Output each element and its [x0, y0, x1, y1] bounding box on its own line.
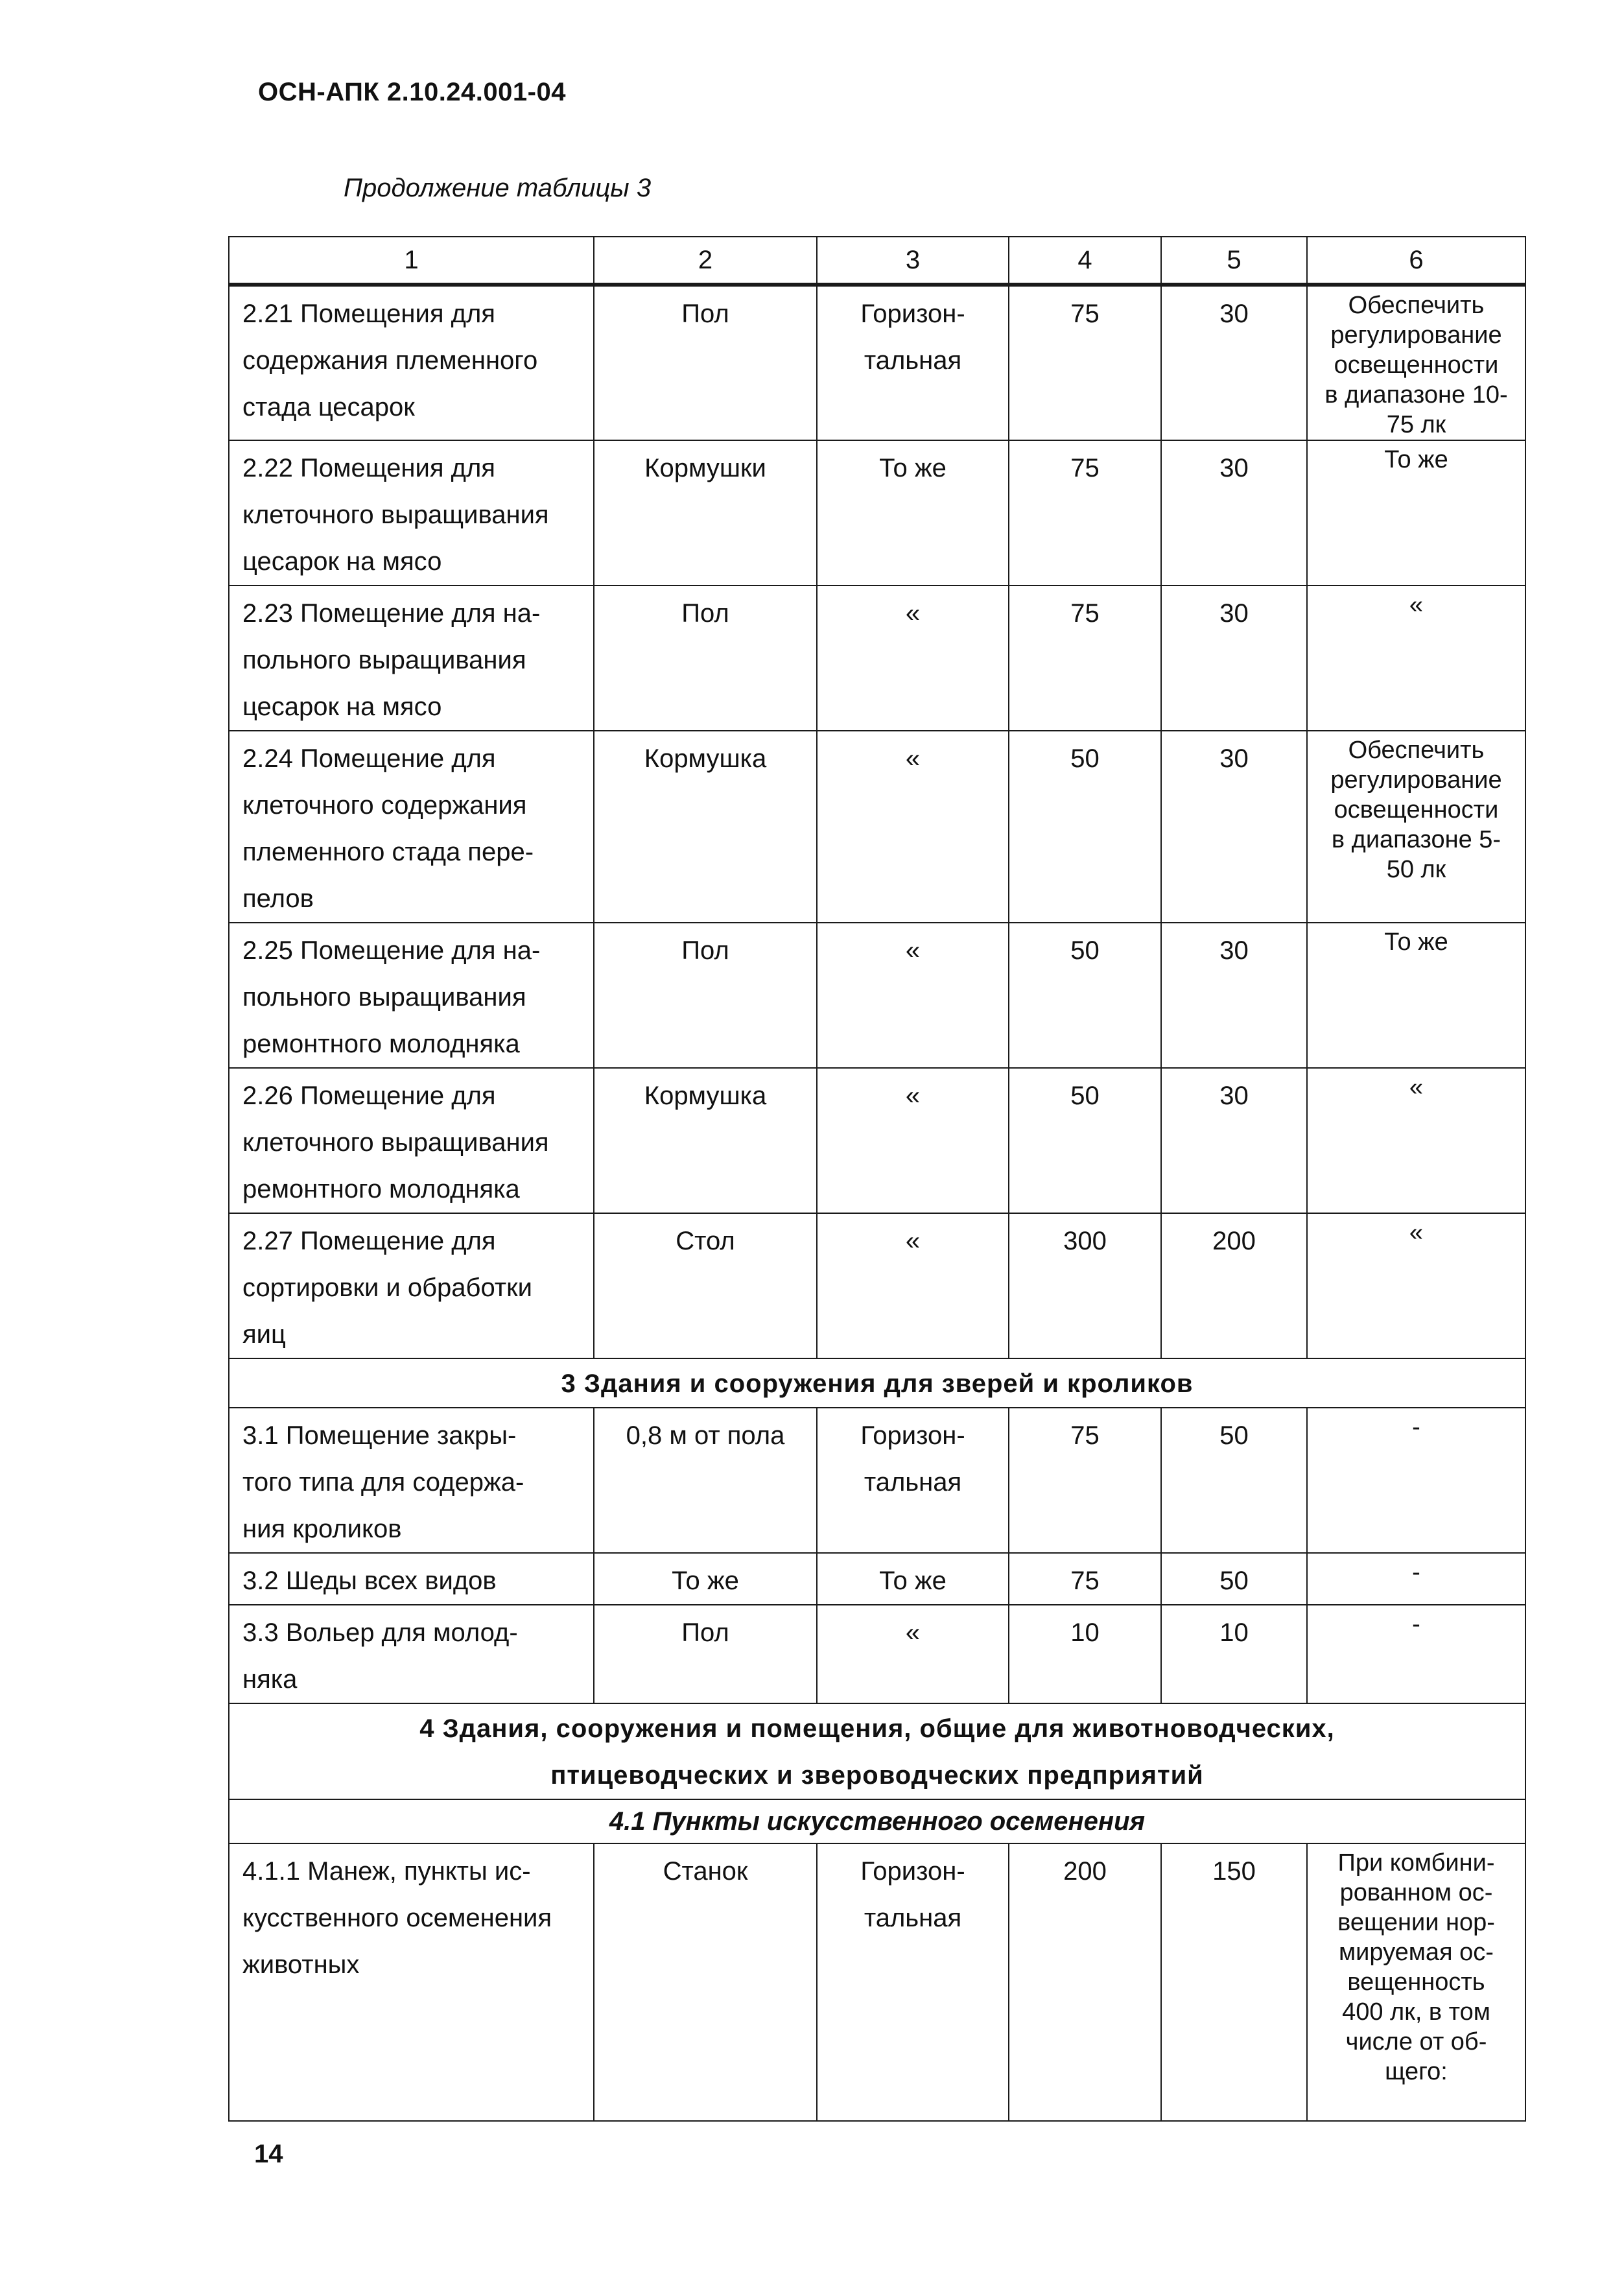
table-row	[229, 1213, 1525, 1358]
note-cell	[1307, 440, 1525, 586]
note-line: Обеспечить	[1348, 737, 1485, 764]
note-line: «	[1409, 1219, 1424, 1246]
subsection-heading: 4.1 Пункты искусственного осеменения	[229, 1799, 1525, 1843]
work-surface-cell: Кормушка	[594, 731, 817, 923]
plane-line: «	[905, 599, 921, 628]
value-col5-cell: 30	[1161, 586, 1307, 731]
value-col4-cell: 50	[1009, 731, 1161, 923]
room-name-line: цесарок на мясо	[242, 693, 442, 721]
room-name-line: 2.23 Помещение для на-	[242, 599, 541, 628]
room-name-cell	[229, 731, 594, 923]
room-name-line: стада цесарок	[242, 393, 415, 421]
room-name-cell	[229, 1605, 594, 1703]
room-name-line: ремонтного молодняка	[242, 1030, 520, 1058]
note-line: 50 лк	[1386, 856, 1446, 883]
work-surface-cell: Стол	[594, 1213, 817, 1358]
value-col5-cell: 30	[1161, 440, 1307, 586]
note-line: При комбини-	[1337, 1849, 1495, 1877]
section-heading-line: 3 Здания и сооружения для зверей и кроликов	[561, 1369, 1194, 1398]
note-cell	[1307, 586, 1525, 731]
note-line: регулирование	[1330, 322, 1502, 349]
room-name-line: польного выращивания	[242, 646, 526, 674]
room-name-line: ремонтного молодняка	[242, 1175, 520, 1203]
room-name-line: 2.22 Помещения для	[242, 454, 495, 482]
room-name-cell	[229, 440, 594, 586]
value-col5-cell: 200	[1161, 1213, 1307, 1358]
room-name-cell	[229, 586, 594, 731]
work-surface-cell: 0,8 м от пола	[594, 1408, 817, 1553]
lighting-norms-table	[228, 236, 1526, 2122]
table-row	[229, 1553, 1525, 1605]
room-name-line: сортировки и обработки	[242, 1273, 532, 1302]
plane-cell	[817, 1605, 1009, 1703]
value-col5-cell: 30	[1161, 923, 1307, 1068]
note-cell	[1307, 731, 1525, 923]
column-header: 1	[229, 237, 594, 285]
note-line: освещенности	[1334, 796, 1499, 823]
room-name-line: пелов	[242, 884, 314, 913]
plane-cell	[817, 1553, 1009, 1605]
plane-line: То же	[879, 454, 947, 482]
column-header: 3	[817, 237, 1009, 285]
value-col4-cell: 50	[1009, 1068, 1161, 1213]
table-row	[229, 1408, 1525, 1553]
plane-line: Горизон-	[860, 1421, 965, 1450]
plane-line: тальная	[864, 1904, 962, 1932]
room-name-line: 3.2 Шеды всех видов	[242, 1567, 497, 1595]
table-row	[229, 1068, 1525, 1213]
table-row	[229, 1843, 1525, 2121]
plane-line: То же	[879, 1567, 947, 1595]
value-col5-cell: 30	[1161, 1068, 1307, 1213]
note-line: -	[1412, 1611, 1420, 1638]
value-col5-cell: 10	[1161, 1605, 1307, 1703]
section-heading-row	[229, 1703, 1525, 1799]
plane-line: Горизон-	[860, 1857, 965, 1886]
note-cell	[1307, 1213, 1525, 1358]
work-surface-cell: Кормушка	[594, 1068, 817, 1213]
section-heading	[229, 1703, 1525, 1799]
section-heading-row	[229, 1358, 1525, 1408]
plane-cell	[817, 1068, 1009, 1213]
value-col5-cell: 30	[1161, 285, 1307, 440]
plane-cell	[817, 1213, 1009, 1358]
value-col5-cell: 50	[1161, 1553, 1307, 1605]
value-col5-cell: 30	[1161, 731, 1307, 923]
subsection-heading-row	[229, 1799, 1525, 1843]
note-line: в диапазоне 5-	[1331, 826, 1501, 853]
section-heading	[229, 1358, 1525, 1408]
value-col4-cell: 75	[1009, 285, 1161, 440]
note-line: освещенности	[1334, 351, 1499, 379]
plane-cell	[817, 1408, 1009, 1553]
column-header: 4	[1009, 237, 1161, 285]
note-line: в диапазоне 10-	[1324, 381, 1508, 408]
value-col4-cell: 75	[1009, 1553, 1161, 1605]
room-name-line: клеточного выращивания	[242, 501, 549, 529]
note-line: рованном ос-	[1339, 1879, 1493, 1906]
note-line: То же	[1384, 929, 1448, 956]
room-name-line: няка	[242, 1665, 298, 1694]
column-header: 2	[594, 237, 817, 285]
room-name-line: польного выращивания	[242, 983, 526, 1012]
room-name-line: ния кроликов	[242, 1515, 402, 1543]
plane-cell	[817, 440, 1009, 586]
note-cell	[1307, 285, 1525, 440]
note-line: «	[1409, 1074, 1424, 1101]
note-line: числе от об-	[1345, 2028, 1487, 2055]
room-name-line: 2.25 Помещение для на-	[242, 936, 541, 965]
room-name-line: 2.26 Помещение для	[242, 1082, 496, 1110]
note-line: Обеспечить	[1348, 292, 1485, 319]
room-name-cell	[229, 1553, 594, 1605]
plane-line: «	[905, 1618, 921, 1647]
note-cell	[1307, 923, 1525, 1068]
plane-line: Горизон-	[860, 300, 965, 328]
room-name-cell	[229, 1068, 594, 1213]
note-cell	[1307, 1843, 1525, 2121]
note-line: То же	[1384, 446, 1448, 473]
work-surface-cell: Пол	[594, 586, 817, 731]
work-surface-cell: То же	[594, 1553, 817, 1605]
room-name-line: племенного стада пере-	[242, 838, 534, 866]
value-col5-cell: 150	[1161, 1843, 1307, 2121]
room-name-cell	[229, 923, 594, 1068]
value-col4-cell: 300	[1009, 1213, 1161, 1358]
note-line: 75 лк	[1386, 411, 1446, 438]
room-name-line: содержания племенного	[242, 346, 538, 375]
plane-line: «	[905, 936, 921, 965]
plane-cell	[817, 586, 1009, 731]
note-cell	[1307, 1605, 1525, 1703]
note-line: -	[1412, 1414, 1420, 1441]
column-header: 5	[1161, 237, 1307, 285]
room-name-line: животных	[242, 1950, 360, 1979]
value-col4-cell: 10	[1009, 1605, 1161, 1703]
work-surface-cell: Пол	[594, 285, 817, 440]
value-col4-cell: 75	[1009, 1408, 1161, 1553]
note-line: вещении нор-	[1337, 1909, 1495, 1936]
room-name-line: 2.21 Помещения для	[242, 300, 495, 328]
document-code: ОСН-АПК 2.10.24.001-04	[258, 78, 566, 106]
note-line: -	[1412, 1559, 1420, 1586]
plane-line: тальная	[864, 1468, 962, 1497]
work-surface-cell: Станок	[594, 1843, 817, 2121]
room-name-line: клеточного выращивания	[242, 1128, 549, 1157]
room-name-line: того типа для содержа-	[242, 1468, 524, 1497]
plane-line: тальная	[864, 346, 962, 375]
table-row	[229, 1605, 1525, 1703]
work-surface-cell: Кормушки	[594, 440, 817, 586]
note-cell	[1307, 1553, 1525, 1605]
value-col5-cell: 50	[1161, 1408, 1307, 1553]
note-line: 400 лк, в том	[1342, 1998, 1490, 2026]
room-name-cell	[229, 1213, 594, 1358]
plane-cell	[817, 1843, 1009, 2121]
note-cell	[1307, 1068, 1525, 1213]
table-caption: Продолжение таблицы 3	[344, 174, 652, 202]
room-name-line: кусственного осеменения	[242, 1904, 552, 1932]
note-line: мируемая ос-	[1339, 1939, 1494, 1966]
note-line: регулирование	[1330, 766, 1502, 794]
room-name-line: 2.24 Помещение для	[242, 744, 496, 773]
value-col4-cell: 200	[1009, 1843, 1161, 2121]
value-col4-cell: 75	[1009, 440, 1161, 586]
plane-cell	[817, 923, 1009, 1068]
value-col4-cell: 50	[1009, 923, 1161, 1068]
table-row	[229, 586, 1525, 731]
room-name-cell	[229, 1408, 594, 1553]
room-name-line: 4.1.1 Манеж, пункты ис-	[242, 1857, 531, 1886]
room-name-line: 3.1 Помещение закры-	[242, 1421, 517, 1450]
page-number: 14	[254, 2140, 283, 2168]
room-name-line: 2.27 Помещение для	[242, 1227, 496, 1255]
table-row	[229, 923, 1525, 1068]
value-col4-cell: 75	[1009, 586, 1161, 731]
room-name-line: яиц	[242, 1320, 286, 1349]
header-row	[229, 237, 1525, 285]
section-heading-line: 4 Здания, сооружения и помещения, общие для животноводческих,	[419, 1714, 1335, 1743]
plane-line: «	[905, 744, 921, 773]
note-line: «	[1409, 591, 1424, 619]
room-name-cell	[229, 1843, 594, 2121]
table-row	[229, 285, 1525, 440]
work-surface-cell: Пол	[594, 1605, 817, 1703]
room-name-line: клеточного содержания	[242, 791, 527, 820]
table-row	[229, 731, 1525, 923]
note-line: вещенность	[1347, 1969, 1485, 1996]
work-surface-cell: Пол	[594, 923, 817, 1068]
note-cell	[1307, 1408, 1525, 1553]
plane-line: «	[905, 1227, 921, 1255]
section-heading-line: птицеводческих и звероводческих предприятий	[550, 1761, 1204, 1790]
note-line: щего:	[1385, 2058, 1448, 2085]
plane-cell	[817, 285, 1009, 440]
room-name-line: цесарок на мясо	[242, 547, 442, 576]
plane-line: «	[905, 1082, 921, 1110]
table-row	[229, 440, 1525, 586]
plane-cell	[817, 731, 1009, 923]
room-name-cell	[229, 285, 594, 440]
room-name-line: 3.3 Вольер для молод-	[242, 1618, 518, 1647]
column-header: 6	[1307, 237, 1525, 285]
